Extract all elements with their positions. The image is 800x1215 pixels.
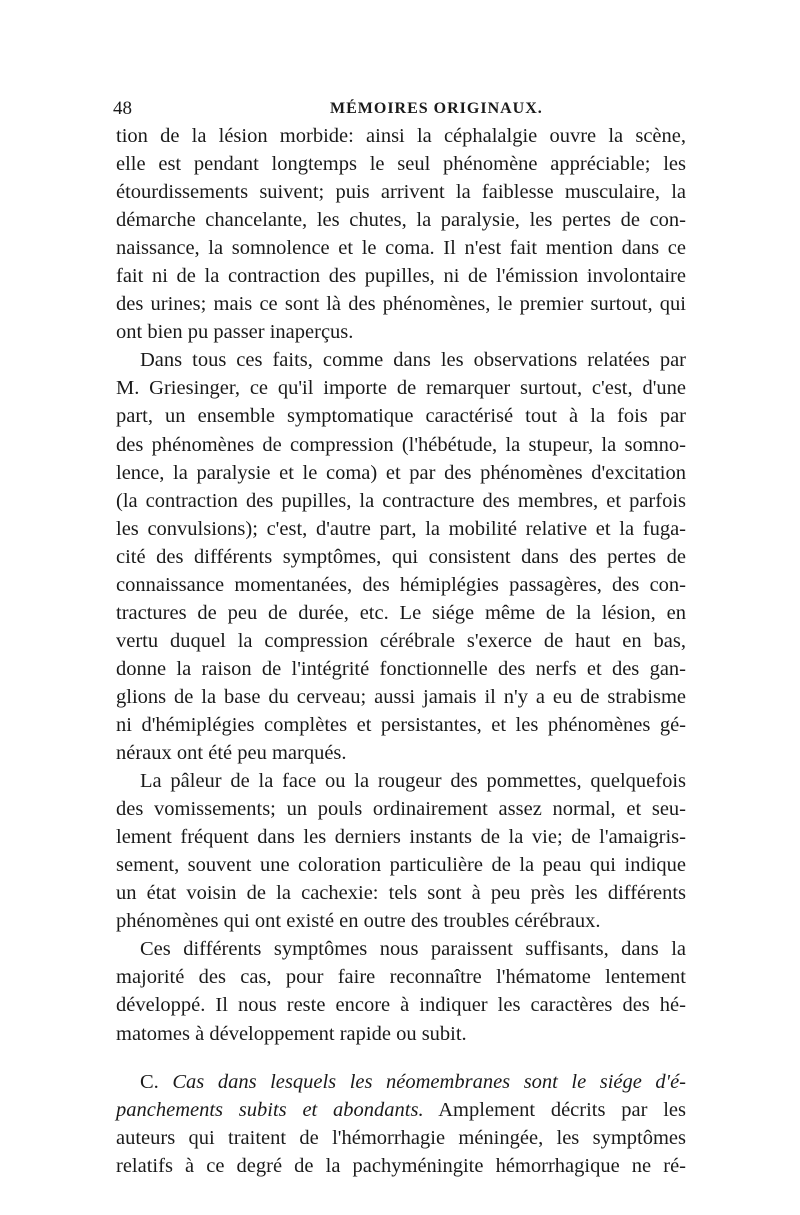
text-line: La pâleur de la face ou la rougeur des pommettes, quelquefois [140,770,686,793]
text-line: ont bien pu passer inaperçus. [116,321,354,344]
text-line: donne la raison de l'intégrité fonctionnelle des nerfs et des gan- [116,657,686,680]
text-line: des vomissements; un pouls ordinairement assez normal, et seu- [116,798,686,821]
text-line: Dans tous ces faits, comme dans les observations relatées par [140,349,686,372]
text-line: ni d'hémiplégies complètes et persistantes, et les phénomènes gé- [116,713,686,736]
text-line: auteurs qui traitent de l'hémorrhagie méningée, les symptômes [116,1126,686,1149]
section-c [116,1068,686,1180]
text-line: phénomènes qui ont existé en outre des troubles cérébraux. [116,910,601,933]
text-line: tion de la lésion morbide: ainsi la céphalalgie ouvre la scène, [116,125,686,147]
section-first-line-rest: Amplement décrits par les [438,1098,686,1121]
text-line: M. Griesinger, ce qu'il importe de remarquer surtout, c'est, d'une [116,377,686,400]
text-line: connaissance momentanées, des hémiplégies passagères, des con- [116,573,686,596]
text-line: majorité des cas, pour faire reconnaître l'hématome lentement [116,966,686,989]
text-line: les convulsions); c'est, d'autre part, la mobilité relative et la fuga- [116,517,686,540]
text-line: des phénomènes de compression (l'hébétude, la stupeur, la somno- [116,433,686,456]
text-line: matomes à développement rapide ou subit. [116,1022,467,1045]
running-title: MÉMOIRES ORIGINAUX. [330,100,543,117]
text-line: relatifs à ce degré de la pachyméningite hémorrhagique ne ré- [116,1154,686,1177]
text-line: démarche chancelante, les chutes, la paralysie, les pertes de con- [116,209,686,232]
text-line: fait ni de la contraction des pupilles, ni de l'émission involontaire [116,265,686,288]
paragraph [116,767,686,935]
paragraphs [116,122,686,1048]
text-line: néraux ont été peu marqués. [116,742,347,765]
body-text [116,122,686,1180]
text-line: lement fréquent dans les derniers instants de la vie; de l'amaigris- [116,826,686,849]
section-heading-line [116,1068,686,1096]
text-line: tractures de peu de durée, etc. Le siége même de la lésion, en [116,601,686,624]
text-line: glions de la base du cerveau; aussi jamais il n'y a eu de strabisme [116,685,686,708]
section-heading: Cas dans lesquels les néomembranes sont le siége d'é- [172,1070,686,1093]
text-line: naissance, la somnolence et le coma. Il n'est fait mention dans ce [116,237,686,260]
section-heading-line-2 [116,1096,686,1124]
paragraph [116,935,686,1047]
page-number: 48 [113,98,132,119]
text-line: elle est pendant longtemps le seul phénomène appréciable; les [116,153,686,176]
section-heading-cont: panchements subits et abondants. [116,1098,424,1121]
text-line: développé. Il nous reste encore à indiquer les caractères des hé- [116,994,686,1017]
text-line: cité des différents symptômes, qui consistent dans des pertes de [116,545,686,568]
text-line: Ces différents symptômes nous paraissent suffisants, dans la [140,938,686,961]
paragraph [116,346,686,767]
text-line: des urines; mais ce sont là des phénomènes, le premier surtout, qui [116,293,686,316]
section-gap [116,1048,686,1068]
text-line: part, un ensemble symptomatique caractérisé tout à la fois par [116,405,686,428]
text-line: sement, souvent une coloration particulière de la peau qui indique [116,854,686,877]
text-line: (la contraction des pupilles, la contracture des membres, et parfois [116,489,686,512]
text-line: un état voisin de la cachexie: tels sont à peu près les différents [116,882,686,905]
text-line: lence, la paralysie et le coma) et par des phénomènes d'excitation [116,461,686,484]
text-line: vertu duquel la compression cérébrale s'exerce de haut en bas, [116,629,686,652]
paragraph [116,122,686,346]
section-label: C. [140,1070,159,1093]
text-line: étourdissements suivent; puis arrivent la faiblesse musculaire, la [116,181,686,204]
